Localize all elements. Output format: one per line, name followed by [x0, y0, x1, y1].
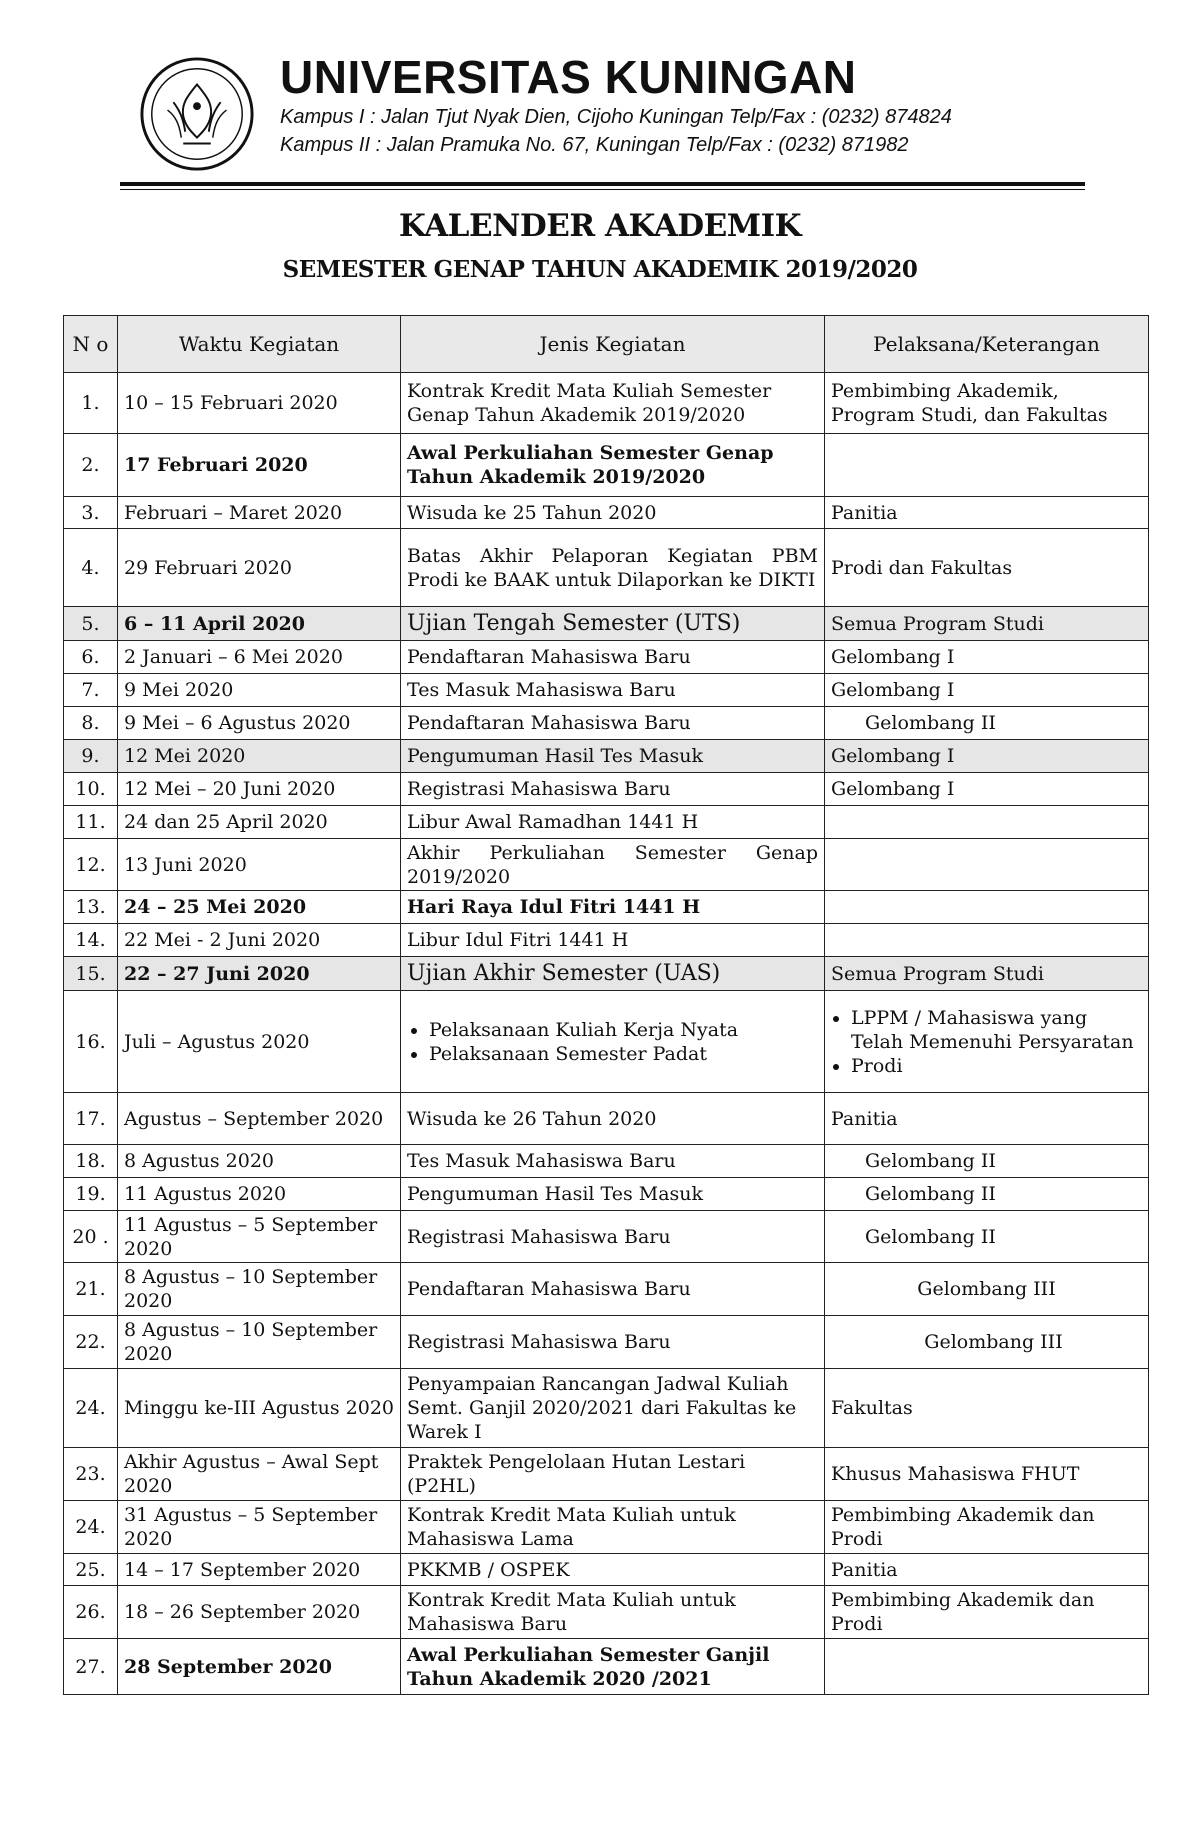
row-waktu: 17 Februari 2020	[118, 434, 401, 497]
row-jenis: Pendaftaran Mahasiswa Baru	[401, 707, 825, 740]
list-item: • Prodi	[851, 1054, 1142, 1078]
table-row	[64, 434, 1149, 497]
row-pelaksana: Khusus Mahasiswa FHUT	[825, 1448, 1149, 1501]
list-item: • Pelaksanaan Semester Padat	[429, 1042, 818, 1066]
row-pelaksana: Gelombang III	[825, 1263, 1149, 1316]
table-row	[64, 891, 1149, 924]
row-jenis: Libur Idul Fitri 1441 H	[401, 924, 825, 957]
table-row	[64, 1554, 1149, 1586]
row-pelaksana	[825, 434, 1149, 497]
row-pelaksana: Panitia	[825, 1554, 1149, 1586]
row-waktu: 14 – 17 September 2020	[118, 1554, 401, 1586]
row-jenis: Registrasi Mahasiswa Baru	[401, 1211, 825, 1263]
campus-1-address: Kampus I : Jalan Tjut Nyak Dien, Cijoho Kuningan Telp/Fax : (0232) 874824	[280, 106, 952, 128]
table-row	[64, 1211, 1149, 1263]
row-no: 14.	[64, 924, 118, 957]
table-row	[64, 1448, 1149, 1501]
row-jenis: Batas Akhir Pelaporan Kegiatan PBM Prodi ke BAAK untuk Dilaporkan ke DIKTI	[401, 529, 825, 607]
row-jenis: Pendaftaran Mahasiswa Baru	[401, 641, 825, 674]
row-pelaksana: Prodi dan Fakultas	[825, 529, 1149, 607]
table-row	[64, 740, 1149, 773]
row-no: 4.	[64, 529, 118, 607]
table-row	[64, 641, 1149, 674]
column-header-no: N o	[64, 316, 118, 373]
column-header-waktu: Waktu Kegiatan	[118, 316, 401, 373]
table-row	[64, 529, 1149, 607]
row-waktu: Akhir Agustus – Awal Sept 2020	[118, 1448, 401, 1501]
row-no: 7.	[64, 674, 118, 707]
row-waktu: 24 – 25 Mei 2020	[118, 891, 401, 924]
document-subtitle: SEMESTER GENAP TAHUN AKADEMIK 2019/2020	[282, 256, 918, 283]
row-no: 11.	[64, 806, 118, 839]
row-pelaksana: Gelombang II	[825, 1178, 1149, 1211]
row-no: 10.	[64, 773, 118, 806]
row-pelaksana: Pembimbing Akademik, Program Studi, dan Fakultas	[825, 373, 1149, 434]
row-waktu: 24 dan 25 April 2020	[118, 806, 401, 839]
letterhead-divider	[120, 182, 1085, 186]
row-jenis: PKKMB / OSPEK	[401, 1554, 825, 1586]
row-pelaksana: Gelombang I	[825, 740, 1149, 773]
row-no: 2.	[64, 434, 118, 497]
row-jenis: Tes Masuk Mahasiswa Baru	[401, 674, 825, 707]
row-no: 5.	[64, 607, 118, 641]
table-row	[64, 1263, 1149, 1316]
academic-calendar-table	[63, 315, 1149, 1695]
row-jenis: Registrasi Mahasiswa Baru	[401, 773, 825, 806]
table-row	[64, 607, 1149, 641]
row-waktu: 22 – 27 Juni 2020	[118, 957, 401, 991]
row-waktu: 10 – 15 Februari 2020	[118, 373, 401, 434]
row-pelaksana: Gelombang III	[825, 1316, 1149, 1369]
row-jenis: Awal Perkuliahan Semester Genap Tahun Akademik 2019/2020	[401, 434, 825, 497]
table-row	[64, 991, 1149, 1093]
jenis-list	[407, 1018, 818, 1066]
row-jenis: Registrasi Mahasiswa Baru	[401, 1316, 825, 1369]
row-no: 16.	[64, 991, 118, 1093]
row-pelaksana: Panitia	[825, 497, 1149, 529]
row-waktu: Juli – Agustus 2020	[118, 991, 401, 1093]
row-waktu: 8 Agustus – 10 September 2020	[118, 1316, 401, 1369]
column-header-jenis: Jenis Kegiatan	[401, 316, 825, 373]
row-jenis: Ujian Tengah Semester (UTS)	[401, 607, 825, 641]
row-jenis: Awal Perkuliahan Semester Ganjil Tahun Akademik 2020 /2021	[401, 1639, 825, 1695]
campus-2-address: Kampus II : Jalan Pramuka No. 67, Kuningan Telp/Fax : (0232) 871982	[280, 134, 909, 156]
row-waktu: 13 Juni 2020	[118, 839, 401, 891]
row-pelaksana: Gelombang I	[825, 674, 1149, 707]
letterhead	[120, 50, 1090, 180]
row-waktu: 2 Januari – 6 Mei 2020	[118, 641, 401, 674]
list-item: • Pelaksanaan Kuliah Kerja Nyata	[429, 1018, 818, 1042]
row-no: 15.	[64, 957, 118, 991]
row-waktu: 11 Agustus – 5 September 2020	[118, 1211, 401, 1263]
row-pelaksana	[825, 1639, 1149, 1695]
table-row	[64, 1316, 1149, 1369]
row-jenis: Wisuda ke 26 Tahun 2020	[401, 1093, 825, 1145]
row-jenis: Praktek Pengelolaan Hutan Lestari (P2HL)	[401, 1448, 825, 1501]
row-no: 9.	[64, 740, 118, 773]
table-row	[64, 924, 1149, 957]
list-item: • LPPM / Mahasiswa yang Telah Memenuhi Persyaratan	[851, 1006, 1142, 1054]
row-jenis: Pengumuman Hasil Tes Masuk	[401, 740, 825, 773]
row-jenis: Hari Raya Idul Fitri 1441 H	[401, 891, 825, 924]
row-waktu: 12 Mei 2020	[118, 740, 401, 773]
row-no: 24.	[64, 1369, 118, 1448]
row-waktu: 9 Mei 2020	[118, 674, 401, 707]
row-jenis: Kontrak Kredit Mata Kuliah untuk Mahasiswa Baru	[401, 1586, 825, 1639]
table-row	[64, 1586, 1149, 1639]
row-pelaksana: Gelombang II	[825, 707, 1149, 740]
row-no: 12.	[64, 839, 118, 891]
table-row	[64, 1369, 1149, 1448]
row-waktu: 11 Agustus 2020	[118, 1178, 401, 1211]
row-waktu: Februari – Maret 2020	[118, 497, 401, 529]
row-no: 24.	[64, 1501, 118, 1554]
row-no: 20 .	[64, 1211, 118, 1263]
table-row	[64, 806, 1149, 839]
row-waktu: Agustus – September 2020	[118, 1093, 401, 1145]
row-jenis: Pendaftaran Mahasiswa Baru	[401, 1263, 825, 1316]
row-no: 8.	[64, 707, 118, 740]
row-jenis: Kontrak Kredit Mata Kuliah Semester Genap Tahun Akademik 2019/2020	[401, 373, 825, 434]
row-waktu: 18 – 26 September 2020	[118, 1586, 401, 1639]
row-waktu: 12 Mei – 20 Juni 2020	[118, 773, 401, 806]
table-row	[64, 773, 1149, 806]
row-pelaksana	[825, 924, 1149, 957]
row-pelaksana: Gelombang II	[825, 1145, 1149, 1178]
pelaksana-list	[831, 1006, 1142, 1078]
row-pelaksana	[825, 991, 1149, 1093]
row-no: 21.	[64, 1263, 118, 1316]
table-row	[64, 1178, 1149, 1211]
row-no: 23.	[64, 1448, 118, 1501]
table-row	[64, 707, 1149, 740]
row-pelaksana: Gelombang I	[825, 773, 1149, 806]
university-name: UNIVERSITAS KUNINGAN	[280, 51, 857, 103]
row-no: 25.	[64, 1554, 118, 1586]
row-jenis: Ujian Akhir Semester (UAS)	[401, 957, 825, 991]
row-no: 13.	[64, 891, 118, 924]
row-pelaksana	[825, 806, 1149, 839]
row-waktu: 22 Mei - 2 Juni 2020	[118, 924, 401, 957]
row-waktu: 6 – 11 April 2020	[118, 607, 401, 641]
row-no: 6.	[64, 641, 118, 674]
row-waktu: 28 September 2020	[118, 1639, 401, 1695]
university-seal-icon	[138, 55, 256, 173]
row-no: 3.	[64, 497, 118, 529]
row-waktu: 29 Februari 2020	[118, 529, 401, 607]
row-no: 26.	[64, 1586, 118, 1639]
row-jenis	[401, 991, 825, 1093]
table-header-row	[64, 316, 1149, 373]
row-pelaksana: Fakultas	[825, 1369, 1149, 1448]
row-jenis: Wisuda ke 25 Tahun 2020	[401, 497, 825, 529]
column-header-pelaksana: Pelaksana/Keterangan	[825, 316, 1149, 373]
table-row	[64, 957, 1149, 991]
row-pelaksana	[825, 839, 1149, 891]
row-jenis: Penyampaian Rancangan Jadwal Kuliah Semt. Ganjil 2020/2021 dari Fakultas ke Warek I	[401, 1369, 825, 1448]
table-row	[64, 839, 1149, 891]
row-pelaksana: Pembimbing Akademik dan Prodi	[825, 1501, 1149, 1554]
row-pelaksana: Pembimbing Akademik dan Prodi	[825, 1586, 1149, 1639]
row-jenis: Libur Awal Ramadhan 1441 H	[401, 806, 825, 839]
row-waktu: 8 Agustus – 10 September 2020	[118, 1263, 401, 1316]
row-jenis: Akhir Perkuliahan Semester Genap 2019/2020	[401, 839, 825, 891]
letterhead-divider-thin	[120, 189, 1085, 190]
row-no: 22.	[64, 1316, 118, 1369]
row-pelaksana: Panitia	[825, 1093, 1149, 1145]
table-row	[64, 674, 1149, 707]
row-no: 1.	[64, 373, 118, 434]
row-pelaksana: Gelombang II	[825, 1211, 1149, 1263]
row-waktu: 9 Mei – 6 Agustus 2020	[118, 707, 401, 740]
row-pelaksana: Semua Program Studi	[825, 607, 1149, 641]
table-row	[64, 1501, 1149, 1554]
row-no: 27.	[64, 1639, 118, 1695]
table-row	[64, 1639, 1149, 1695]
row-jenis: Tes Masuk Mahasiswa Baru	[401, 1145, 825, 1178]
document-title: KALENDER AKADEMIK	[398, 208, 802, 244]
row-jenis: Pengumuman Hasil Tes Masuk	[401, 1178, 825, 1211]
row-waktu: Minggu ke-III Agustus 2020	[118, 1369, 401, 1448]
row-pelaksana: Gelombang I	[825, 641, 1149, 674]
table-row	[64, 1093, 1149, 1145]
table-row	[64, 1145, 1149, 1178]
row-waktu: 8 Agustus 2020	[118, 1145, 401, 1178]
table-row	[64, 497, 1149, 529]
row-no: 19.	[64, 1178, 118, 1211]
row-pelaksana: Semua Program Studi	[825, 957, 1149, 991]
university-logo	[138, 55, 256, 173]
row-pelaksana	[825, 891, 1149, 924]
row-waktu: 31 Agustus – 5 September 2020	[118, 1501, 401, 1554]
table-row	[64, 373, 1149, 434]
row-no: 18.	[64, 1145, 118, 1178]
row-no: 17.	[64, 1093, 118, 1145]
row-jenis: Kontrak Kredit Mata Kuliah untuk Mahasiswa Lama	[401, 1501, 825, 1554]
